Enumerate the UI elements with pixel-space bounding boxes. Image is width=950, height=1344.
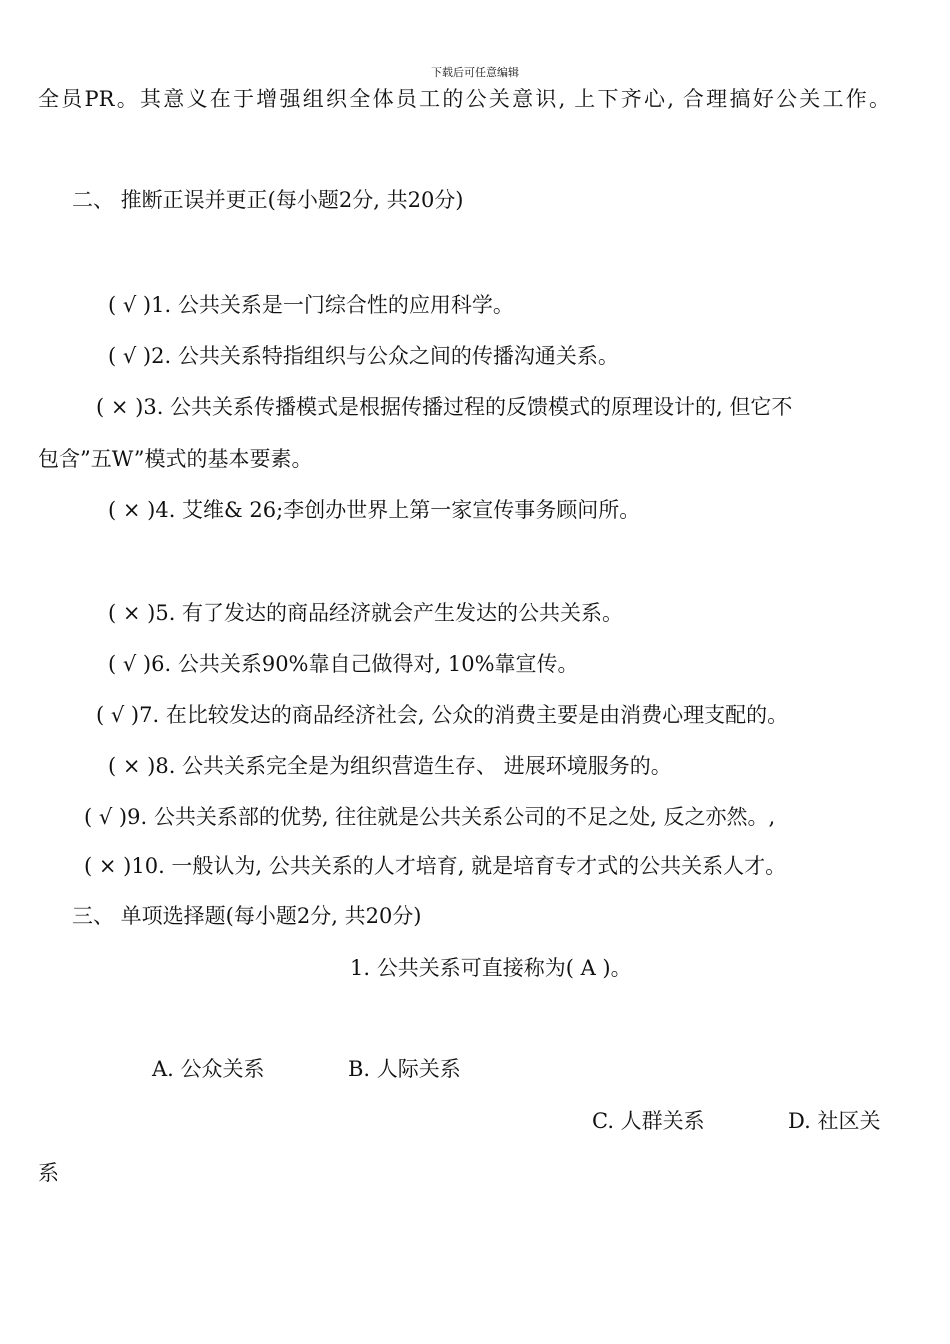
judgment-item-10 (84, 853, 786, 879)
judgment-item-6 (108, 651, 579, 677)
judgment-item-4 (108, 497, 640, 523)
item-text: 5. 有了发达的商品经济就会产生发达的公共关系。 (155, 601, 624, 625)
answer-mark: ( √ ) (108, 293, 152, 317)
header-note: 下载后可任意编辑 (431, 66, 519, 79)
item-text: 3. 公共关系传播模式是根据传播过程的反馈模式的原理设计的, 但它不 (143, 395, 793, 419)
answer-mark: ( √ ) (108, 652, 152, 676)
judgment-item-9 (84, 804, 775, 830)
answer-mark: ( √ ) (108, 344, 152, 368)
judgment-item-7 (96, 702, 788, 728)
option-a: A. 公众关系 (152, 1057, 265, 1081)
item-text: 9. 公共关系部的优势, 往往就是公共关系公司的不足之处, 反之亦然。, (127, 805, 776, 829)
option-c: C. 人群关系 (592, 1109, 705, 1133)
item-text: 8. 公共关系完全是为组织营造生存、 进展环境服务的。 (155, 754, 672, 778)
option-b: B. 人际关系 (348, 1057, 461, 1081)
judgment-item-1 (108, 292, 514, 318)
item-text: 10. 一般认为, 公共关系的人才培育, 就是培育专才式的公共关系人才。 (131, 854, 787, 878)
judgment-item-2 (108, 343, 619, 369)
judgment-item-3 (96, 394, 792, 420)
item-text: 包含”五W”模式的基本要素。 (38, 447, 313, 471)
item-text: 7. 在比较发达的商品经济社会, 公众的消费主要是由消费心理支配的。 (139, 703, 789, 727)
item-text: 2. 公共关系特指组织与公众之间的传播沟通关系。 (151, 344, 619, 368)
answer-mark: ( × ) (84, 854, 132, 878)
answer-mark: ( × ) (96, 395, 144, 419)
item-text: 6. 公共关系90%靠自己做得对, 10%靠宣传。 (151, 652, 579, 676)
option-d: D. 社区关 (788, 1109, 881, 1133)
answer-mark: ( √ ) (84, 805, 128, 829)
answer-mark: ( × ) (108, 601, 156, 625)
item-text: 1. 公共关系是一门综合性的应用科学。 (151, 293, 514, 317)
answer-mark: ( √ ) (96, 703, 140, 727)
section-2-heading: 二、 推断正误并更正(每小题2分, 共20分) (72, 188, 464, 212)
intro-line: 全员PR。其意义在于增强组织全体员工的公关意识, 上下齐心, 合理搞好公关工作。 (38, 87, 890, 111)
option-d-continuation: 系 (38, 1161, 59, 1185)
choice-question-1: 1. 公共关系可直接称为( A )。 (350, 956, 632, 980)
answer-mark: ( × ) (108, 498, 156, 522)
section-3-heading: 三、 单项选择题(每小题2分, 共20分) (72, 904, 422, 928)
item-text: 4. 艾维& 26;李创办世界上第一家宣传事务顾问所。 (155, 498, 641, 522)
answer-mark: ( × ) (108, 754, 156, 778)
judgment-item-8 (108, 753, 672, 779)
judgment-item-3-continuation (38, 446, 312, 472)
judgment-item-5 (108, 600, 623, 626)
